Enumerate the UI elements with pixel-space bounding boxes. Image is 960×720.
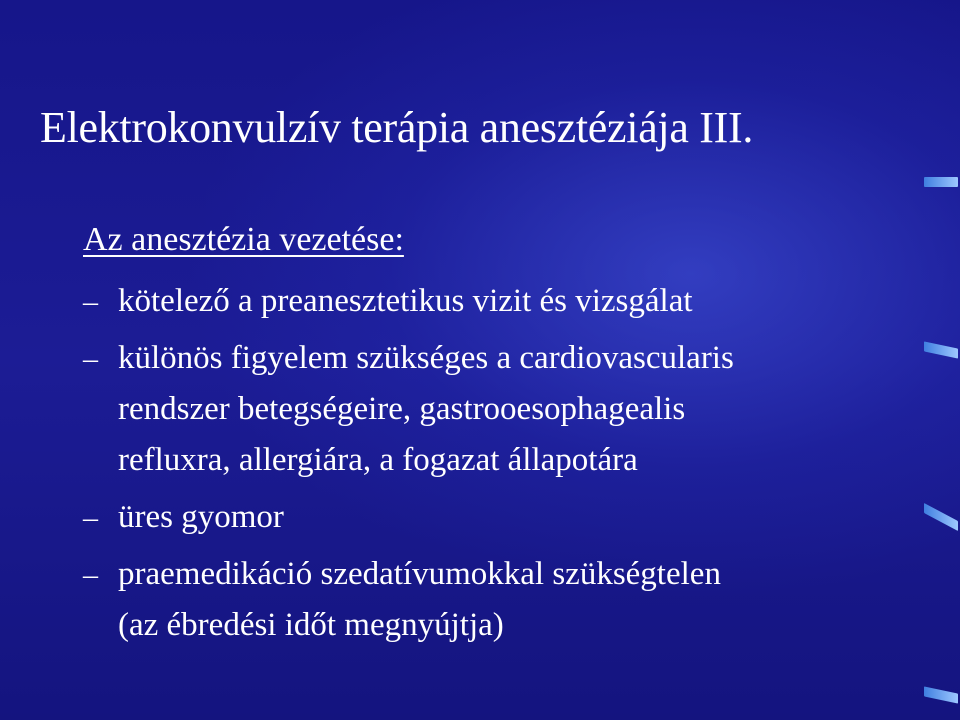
bullet-text: praemedikáció szedatívumokkal szükségtelen (az ébredési időt megnyújtja) xyxy=(118,556,721,643)
bullet-text: különös figyelem szükséges a cardiovascularis rendszer betegségeire, gastrooesophagealis refluxra, allergiára, a fogazat állapotára xyxy=(118,340,734,478)
bullet-item xyxy=(83,276,903,327)
dash-bullet-icon: – xyxy=(83,558,98,591)
bullet-item xyxy=(83,333,903,486)
bullet-item xyxy=(83,549,903,651)
dash-bullet-icon: – xyxy=(83,342,98,375)
decorative-stripe-icon xyxy=(924,686,958,703)
slide-subheading: Az anesztézia vezetése: xyxy=(83,221,404,258)
dash-bullet-icon: – xyxy=(83,501,98,534)
decorative-stripe-icon xyxy=(924,503,958,531)
slide-title: Elektrokonvulzív terápia anesztéziája III. xyxy=(40,103,754,152)
decorative-stripe-icon xyxy=(924,341,958,358)
dash-bullet-icon: – xyxy=(83,285,98,318)
bullet-list xyxy=(83,276,903,657)
bullet-item xyxy=(83,492,903,543)
decorative-stripe-icon xyxy=(924,177,958,187)
bullet-text: üres gyomor xyxy=(118,499,284,535)
bullet-text: kötelező a preanesztetikus vizit és vizsgálat xyxy=(118,283,693,319)
